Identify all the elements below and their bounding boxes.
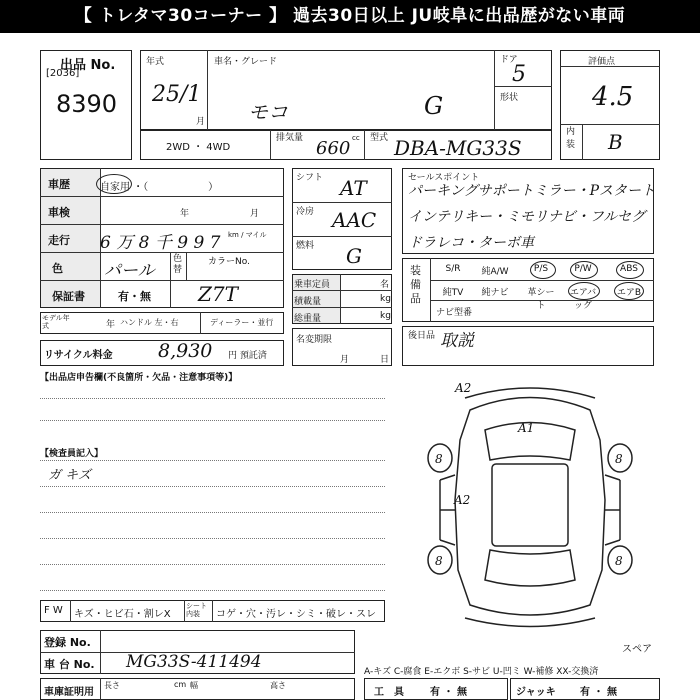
model-year-label: モデル年式	[42, 314, 70, 330]
chassis-value: MG33S-411494	[126, 652, 262, 672]
registration-day: 日	[380, 355, 390, 365]
doors-label: ドア	[500, 55, 518, 65]
after-parts-label: 後日品	[408, 331, 436, 341]
mileage-unit: km / マイル	[228, 231, 267, 239]
jack-label: ジャッキ	[516, 687, 556, 698]
interior-value: B	[608, 130, 623, 154]
equip-leather: 革シート	[527, 288, 555, 311]
garage-cm: cm	[174, 680, 187, 689]
weight-label: 総重量	[294, 314, 322, 324]
equip-alloy: 純A/W	[481, 267, 509, 277]
garage-height: 高さ	[270, 681, 286, 690]
sales-point-line-2: インテリキー・ミモリナビ・フルセグ	[408, 209, 646, 225]
fw-text: キズ・ヒビ石・割レX	[74, 609, 171, 620]
nav-model-label: ナビ型番	[436, 308, 473, 318]
jack-value: 有 ・ 無	[580, 687, 617, 698]
color-code-value: Z7T	[198, 282, 238, 306]
inspector-note-value: ガ キズ	[48, 468, 91, 483]
damage-legend: A-キズ C-腐食 E-エクボ S-サビ U-凹ミ W-補修 XX-交換済	[364, 667, 599, 677]
load-unit: kg	[380, 294, 391, 304]
mileage-value: 6 万 8 千 9 9 7	[100, 233, 221, 253]
fuel-value: G	[346, 244, 362, 268]
load-label: 積載量	[294, 297, 322, 307]
color-label: 色	[52, 262, 63, 275]
equip-ps: P/S	[533, 264, 549, 274]
color-code-label: カラーNo.	[208, 257, 250, 267]
sales-point-line-3: ドラレコ・ターボ車	[408, 235, 534, 251]
registration-label: 名変期限	[296, 335, 333, 345]
name-label: 車名・グレード	[214, 57, 278, 67]
handle-value: ハンドル 左・右	[120, 318, 179, 327]
displacement-label: 排気量	[276, 133, 304, 143]
interior-label: 内装	[566, 127, 576, 150]
equip-airb: エアB	[616, 288, 642, 298]
paint-change-label: 色替	[173, 254, 183, 275]
garage-length: 長さ	[104, 681, 120, 690]
model-year-unit: 年	[106, 320, 116, 330]
garage-label: 車庫証明用	[44, 687, 94, 698]
ac-value: AAC	[332, 208, 377, 232]
model-code-value: DBA-MG33S	[394, 136, 522, 160]
score-label: 評価点	[588, 57, 616, 67]
shift-value: AT	[340, 176, 367, 200]
seat-label: シート内装	[186, 602, 207, 618]
year-label: 年式	[146, 57, 165, 67]
dealer-value: ディーラー・並行	[210, 318, 274, 327]
wheel-mark-fr: 8	[615, 452, 623, 466]
lot-number: 8390	[56, 90, 118, 118]
recycle-label: リサイクル料金	[44, 350, 113, 361]
year-unit: 月	[196, 117, 206, 127]
equipment-label: 装備品	[410, 264, 421, 305]
car-damage-diagram	[410, 380, 650, 630]
spare-label: スペア	[622, 644, 652, 655]
color-value: パール	[104, 261, 155, 281]
equip-airbag: エアバッグ	[569, 288, 597, 311]
warranty-value: 有・無	[118, 290, 151, 303]
inspector-note-label: 【検査員記入】	[40, 449, 104, 459]
inspection-year: 年	[180, 209, 190, 219]
fuel-label: 燃料	[296, 241, 315, 251]
after-parts-value: 取説	[440, 331, 474, 351]
drive-label: 2WD ・ 4WD	[166, 142, 231, 153]
equip-nav: 純ナビ	[481, 288, 509, 298]
tools-value: 有 ・ 無	[430, 687, 467, 698]
sales-point-line-1: パーキングサポートミラー・Pスタート	[408, 183, 655, 199]
tools-label: 工 具	[374, 687, 404, 698]
model-code-label: 型式	[370, 133, 389, 143]
capacity-unit: 名	[380, 280, 390, 290]
page-banner: 【 トレタマ30コーナー 】 過去30日以上 JU岐阜に出品歴がない車両	[0, 0, 700, 33]
damage-mark-hood: A1	[518, 421, 535, 435]
shape-label: 形状	[500, 93, 519, 103]
recycle-value: 8,930	[158, 340, 213, 362]
warranty-label: 保証書	[52, 290, 85, 303]
seat-text: コゲ・穴・汚レ・シミ・破レ・スレ	[216, 609, 376, 620]
mileage-label: 走行	[48, 234, 70, 247]
lot-sub: [2036]	[46, 68, 80, 79]
equip-pw: P/W	[574, 264, 592, 274]
displacement-unit: cc	[352, 134, 360, 142]
damage-mark-bumper: A2	[455, 381, 472, 395]
damage-mark-left-door: A2	[454, 493, 471, 507]
equip-tv: 純TV	[442, 288, 464, 298]
ac-label: 冷房	[296, 207, 315, 217]
history-label: 車歴	[48, 178, 70, 191]
lot-label: 出品 No.	[60, 58, 116, 73]
weight-unit: kg	[380, 311, 391, 321]
name-model: モコ	[248, 100, 288, 124]
exhibitor-note-label: 【出品店申告欄(不良箇所・欠品・注意事項等)】	[40, 373, 238, 383]
shift-label: シフト	[296, 173, 324, 183]
history-value: 自家用 ・（ ）	[100, 182, 219, 193]
registration-month: 月	[340, 355, 350, 365]
score-value: 4.5	[592, 82, 634, 112]
displacement-value: 660	[316, 138, 351, 159]
wheel-mark-rl: 8	[435, 554, 443, 568]
recycle-unit: 円 預託済	[228, 351, 267, 361]
name-grade: G	[424, 92, 444, 120]
inspection-month: 月	[250, 209, 260, 219]
reg-no-label: 登録 No.	[44, 636, 91, 649]
equip-abs: ABS	[620, 264, 638, 274]
fw-label: F W	[44, 605, 63, 616]
doors-value: 5	[512, 62, 526, 87]
inspection-label: 車検	[48, 206, 70, 219]
wheel-mark-rr: 8	[615, 554, 623, 568]
year-value: 25/1	[152, 82, 202, 107]
garage-width: 幅	[190, 681, 198, 690]
equip-sr: S/R	[445, 264, 461, 274]
wheel-mark-fl: 8	[435, 452, 443, 466]
sales-point-label: セールスポイント	[408, 173, 480, 183]
chassis-label: 車 台 No.	[44, 658, 95, 671]
capacity-label: 乗車定員	[294, 280, 331, 290]
